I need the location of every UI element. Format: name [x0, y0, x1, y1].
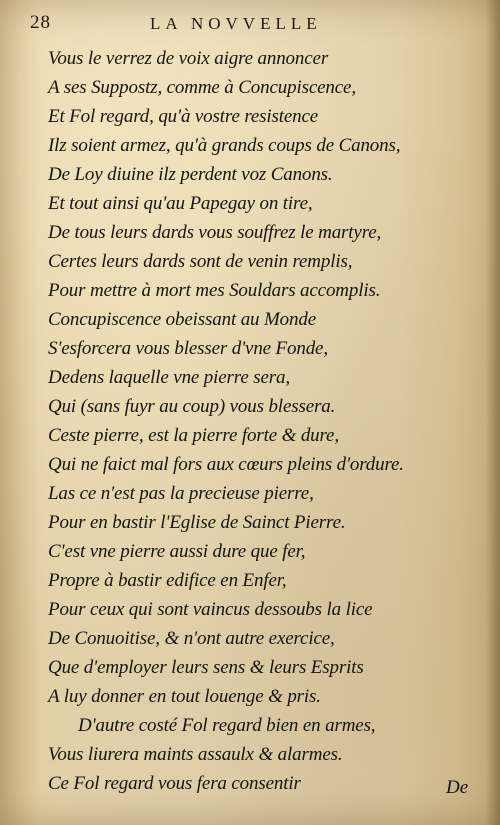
verse-line: Que d'employer leurs sens & leurs Esprits — [48, 657, 364, 678]
verse-line: Certes leurs dards sont de venin remplis, — [48, 251, 353, 272]
running-title: LA NOVVELLE — [150, 14, 322, 33]
verse-line: De Conuoitise, & n'ont autre exercice, — [48, 628, 335, 649]
verse-line: Dedens laquelle vne pierre sera, — [48, 367, 290, 388]
verse-line: Qui ne faict mal fors aux cœurs pleins d'ordure. — [48, 454, 404, 475]
verse-line: A ses Suppostz, comme à Concupiscence, — [48, 77, 356, 98]
verse-line: Ilz soient armez, qu'à grands coups de Canons, — [48, 135, 401, 156]
verse-line: De Loy diuine ilz perdent voz Canons. — [48, 164, 333, 185]
verse-line: Pour ceux qui sont vaincus dessoubs la lice — [48, 599, 373, 620]
verse-line: Et Fol regard, qu'à vostre resistence — [48, 106, 319, 127]
verse-line: De tous leurs dards vous souffrez le martyre, — [48, 222, 382, 243]
verse-line: C'est vne pierre aussi dure que fer, — [48, 541, 306, 562]
page-header — [0, 10, 500, 36]
verse-line: Pour en bastir l'Eglise de Sainct Pierre. — [48, 512, 346, 533]
verse-line: Ce Fol regard vous fera consentir — [48, 773, 301, 794]
verse-line: S'esforcera vous blesser d'vne Fonde, — [48, 338, 328, 359]
verse-line: Ceste pierre, est la pierre forte & dure, — [48, 425, 339, 446]
verse-line: Concupiscence obeissant au Monde — [48, 309, 317, 330]
page-number: 28 — [30, 12, 51, 33]
verse-line: A luy donner en tout louenge & pris. — [48, 686, 321, 707]
verse-line: Vous liurera maints assaulx & alarmes. — [48, 744, 343, 765]
page-edge-shadow — [486, 0, 500, 825]
verse-line: Et tout ainsi qu'au Papegay on tire, — [48, 193, 313, 214]
verse-line: Pour mettre à mort mes Souldars accomplis. — [48, 280, 381, 301]
verse-line: D'autre costé Fol regard bien en armes, — [78, 715, 376, 736]
verse-line: Vous le verrez de voix aigre annoncer — [48, 48, 329, 69]
verse-line: Las ce n'est pas la precieuse pierre, — [48, 483, 314, 504]
catchword: De — [446, 777, 469, 798]
verse-line: Qui (sans fuyr au coup) vous blessera. — [48, 396, 336, 417]
verse-line: Propre à bastir edifice en Enfer, — [48, 570, 287, 591]
